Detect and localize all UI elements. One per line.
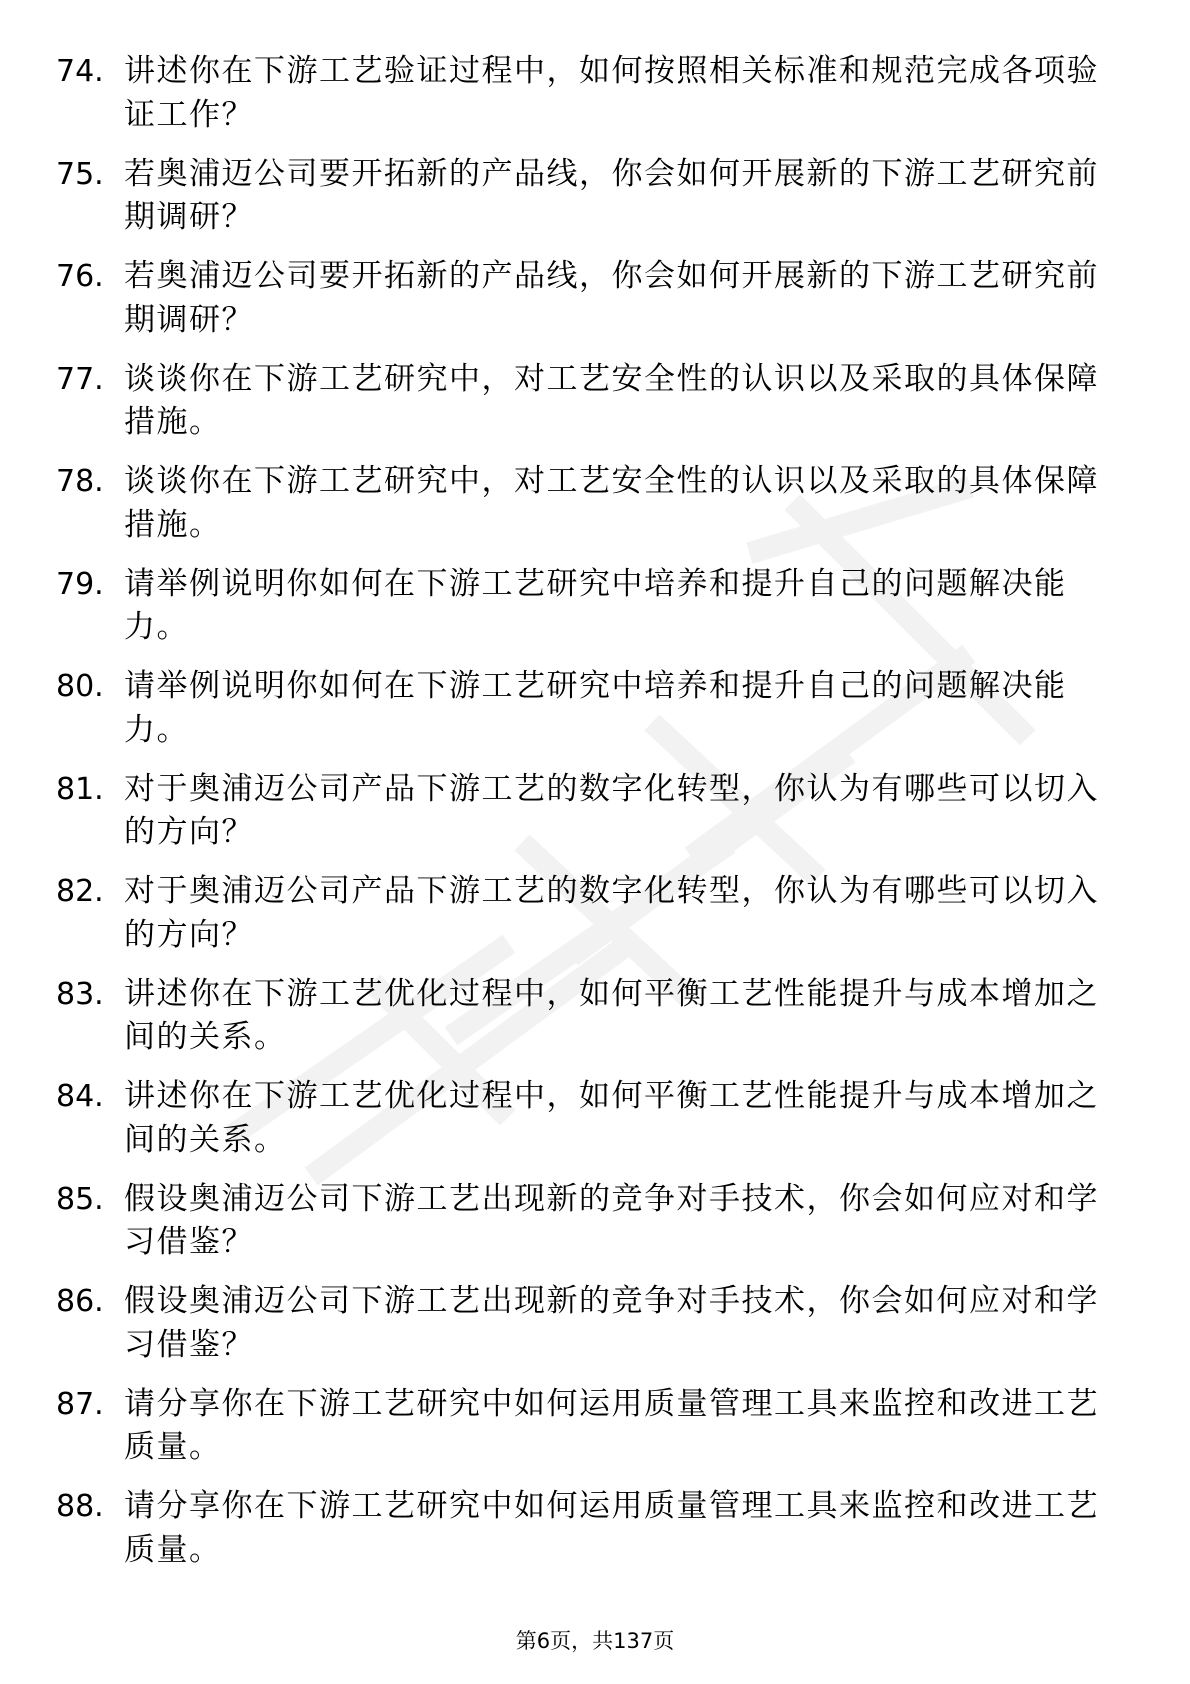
question-number: 76. (56, 259, 104, 294)
question-text: 讲述你在下游工艺验证过程中，如何按照相关标准和规范完成各项验证工作？ (124, 53, 1099, 133)
question-item (0, 255, 1190, 342)
question-text: 对于奥浦迈公司产品下游工艺的数字化转型，你认为有哪些可以切入的方向？ (124, 873, 1099, 953)
question-text: 讲述你在下游工艺优化过程中，如何平衡工艺性能提升与成本增加之间的关系。 (124, 1078, 1099, 1158)
question-number: 81. (56, 771, 104, 807)
question-text: 请举例说明你如何在下游工艺研究中培养和提升自己的问题解决能力。 (124, 565, 1067, 645)
question-list (0, 50, 1190, 1588)
question-number: 86. (56, 1284, 104, 1319)
question-item (0, 358, 1190, 445)
question-text: 请分享你在下游工艺研究中如何运用质量管理工具来监控和改进工艺质量。 (124, 1488, 1099, 1568)
question-text: 假设奥浦迈公司下游工艺出现新的竞争对手技术，你会如何应对和学习借鉴？ (124, 1180, 1099, 1260)
question-text: 对于奥浦迈公司产品下游工艺的数字化转型，你认为有哪些可以切入的方向？ (124, 770, 1099, 850)
question-number: 78. (56, 464, 104, 499)
question-item (0, 1383, 1190, 1470)
question-item (0, 665, 1190, 752)
question-item (0, 460, 1190, 547)
question-item (0, 1178, 1190, 1265)
question-number: 79. (56, 566, 104, 602)
question-number: 77. (56, 361, 104, 397)
question-text: 若奥浦迈公司要开拓新的产品线，你会如何开展新的下游工艺研究前期调研？ (124, 258, 1099, 338)
question-number: 82. (56, 874, 104, 909)
question-text: 请分享你在下游工艺研究中如何运用质量管理工具来监控和改进工艺质量。 (124, 1385, 1099, 1465)
question-number: 83. (56, 976, 104, 1012)
question-text: 谈谈你在下游工艺研究中，对工艺安全性的认识以及采取的具体保障措施。 (124, 463, 1099, 543)
question-item (0, 1280, 1190, 1367)
question-item (0, 870, 1190, 957)
question-text: 若奥浦迈公司要开拓新的产品线，你会如何开展新的下游工艺研究前期调研？ (124, 155, 1099, 235)
question-text: 讲述你在下游工艺优化过程中，如何平衡工艺性能提升与成本增加之间的关系。 (124, 975, 1099, 1055)
question-number: 80. (56, 669, 104, 704)
question-item (0, 1075, 1190, 1162)
question-number: 75. (56, 156, 104, 192)
question-number: 74. (56, 54, 104, 89)
page-footer: 第6页，共137页 (515, 1629, 675, 1653)
question-item (0, 768, 1190, 855)
question-number: 84. (56, 1079, 104, 1114)
question-item (0, 1485, 1190, 1572)
question-item (0, 153, 1190, 240)
question-item (0, 50, 1190, 137)
question-number: 85. (56, 1181, 104, 1217)
question-item (0, 973, 1190, 1060)
question-text: 假设奥浦迈公司下游工艺出现新的竞争对手技术，你会如何应对和学习借鉴？ (124, 1283, 1099, 1363)
question-number: 88. (56, 1489, 104, 1524)
question-number: 87. (56, 1386, 104, 1422)
question-text: 请举例说明你如何在下游工艺研究中培养和提升自己的问题解决能力。 (124, 668, 1067, 748)
question-item (0, 563, 1190, 650)
question-text: 谈谈你在下游工艺研究中，对工艺安全性的认识以及采取的具体保障措施。 (124, 360, 1099, 440)
